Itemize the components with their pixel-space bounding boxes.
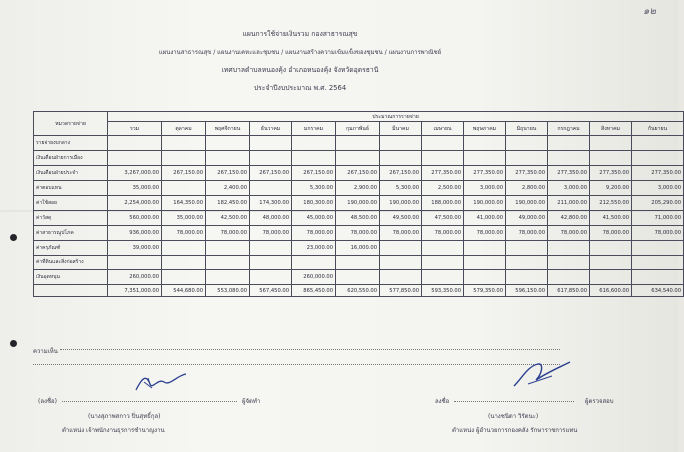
table-cell: 2,500.00 — [422, 180, 464, 195]
table-cell — [590, 270, 632, 285]
table-cell: 9,200.00 — [590, 180, 632, 195]
header-month: กุมภาพันธ์ — [336, 122, 380, 136]
table-cell — [108, 150, 162, 165]
table-cell — [206, 255, 250, 270]
table-cell — [206, 240, 250, 255]
total-cell: 567,450.00 — [250, 285, 292, 297]
table-cell — [162, 180, 206, 195]
right-signature — [508, 360, 578, 392]
header-estimate-group: ประมาณการรายจ่าย — [108, 112, 684, 122]
table-row — [34, 150, 684, 165]
table-cell: 267,150.00 — [162, 165, 206, 180]
header-month: กรกฎาคม — [548, 122, 590, 136]
table-cell: 277,350.00 — [632, 165, 684, 180]
table-cell: 45,000.00 — [292, 210, 336, 225]
header-month: มิถุนายน — [506, 122, 548, 136]
table-cell: 182,450.00 — [206, 195, 250, 210]
row-item-label: เงินเดือนฝ่ายประจำ — [34, 165, 108, 180]
doc-subtitle-programs: แผนงานสาธารณสุข / แผนงานเคหะและชุมชน / แผนงานสร้างความเข้มแข็งของชุมชน / แผนงานการพาณิชย์ — [158, 49, 442, 56]
table-cell: 78,000.00 — [292, 225, 336, 240]
budget-table — [33, 111, 684, 297]
table-row — [34, 255, 684, 270]
table-cell — [250, 150, 292, 165]
table-cell — [464, 240, 506, 255]
table-cell: 267,150.00 — [250, 165, 292, 180]
total-cell: 634,540.00 — [632, 285, 684, 297]
table-row — [34, 136, 684, 151]
table-cell — [292, 255, 336, 270]
table-cell: 3,267,000.00 — [108, 165, 162, 180]
table-cell: 190,000.00 — [380, 195, 422, 210]
table-cell — [590, 240, 632, 255]
table-cell — [590, 150, 632, 165]
table-cell: 2,900.00 — [336, 180, 380, 195]
left-sign-label: (ลงชื่อ) — [38, 398, 57, 405]
table-cell — [336, 150, 380, 165]
table-cell — [380, 240, 422, 255]
table-cell — [506, 240, 548, 255]
table-cell: 42,800.00 — [548, 210, 590, 225]
table-cell: 2,800.00 — [506, 180, 548, 195]
table-cell: 78,000.00 — [548, 225, 590, 240]
table-cell: 3,000.00 — [464, 180, 506, 195]
table-cell: 23,000.00 — [292, 240, 336, 255]
table-cell: 78,000.00 — [250, 225, 292, 240]
table-cell: 164,350.00 — [162, 195, 206, 210]
left-signature — [130, 370, 190, 396]
table-cell — [632, 270, 684, 285]
table-cell — [632, 150, 684, 165]
table-cell — [422, 150, 464, 165]
table-cell: 260,000.00 — [292, 270, 336, 285]
table-cell — [422, 240, 464, 255]
row-item-label: ค่าใช้สอย — [34, 195, 108, 210]
table-cell: 41,000.00 — [464, 210, 506, 225]
right-name: (นางชนิดา วิรัตนะ) — [488, 413, 539, 420]
table-cell: 3,000.00 — [548, 180, 590, 195]
table-cell — [506, 136, 548, 151]
table-cell — [506, 255, 548, 270]
table-cell — [162, 255, 206, 270]
table-cell — [380, 136, 422, 151]
remark-line-1 — [60, 349, 560, 350]
table-cell: 47,500.00 — [422, 210, 464, 225]
table-cell: 205,290.00 — [632, 195, 684, 210]
doc-title: แผนการใช้จ่ายเงินรวม กองสาธารณสุข — [242, 30, 358, 38]
row-item-label: ค่าสาธารณูปโภค — [34, 225, 108, 240]
total-cell: 617,850.00 — [548, 285, 590, 297]
table-cell — [464, 255, 506, 270]
total-row — [34, 285, 684, 297]
header-month: สิงหาคม — [590, 122, 632, 136]
table-cell: 260,000.00 — [108, 270, 162, 285]
table-cell: 35,000.00 — [162, 210, 206, 225]
remark-line-2 — [33, 364, 560, 365]
table-cell — [380, 255, 422, 270]
table-cell: 267,150.00 — [380, 165, 422, 180]
table-cell — [590, 136, 632, 151]
table-row — [34, 165, 684, 180]
table-cell — [336, 270, 380, 285]
remark-label: ความเห็น — [33, 348, 58, 355]
total-cell: 865,450.00 — [292, 285, 336, 297]
table-cell — [250, 180, 292, 195]
table-cell: 180,300.00 — [292, 195, 336, 210]
table-cell: 212,550.00 — [590, 195, 632, 210]
header-month: ธันวาคม — [250, 122, 292, 136]
table-cell: 48,500.00 — [336, 210, 380, 225]
table-cell — [632, 136, 684, 151]
row-item-label: รายจ่ายงบกลาง — [34, 136, 108, 151]
table-cell — [422, 270, 464, 285]
right-sign-line — [454, 401, 574, 402]
punch-hole-bottom — [10, 340, 17, 347]
table-cell: 78,000.00 — [590, 225, 632, 240]
left-name: (นางสุภาพสกาว ปิ่นสุทธิ์กุล) — [88, 413, 161, 420]
table-cell: 78,000.00 — [422, 225, 464, 240]
punch-hole-top — [10, 234, 17, 241]
table-cell: 188,000.00 — [422, 195, 464, 210]
table-cell — [162, 150, 206, 165]
doc-fiscal-year: ประจำปีงบประมาณ พ.ศ. 2564 — [253, 84, 347, 92]
table-cell — [250, 255, 292, 270]
table-cell: 78,000.00 — [336, 225, 380, 240]
total-cell: 553,080.00 — [206, 285, 250, 297]
header-month: ตุลาคม — [162, 122, 206, 136]
table-cell: 42,500.00 — [206, 210, 250, 225]
table-cell — [162, 136, 206, 151]
table-row — [34, 240, 684, 255]
table-cell — [548, 150, 590, 165]
table-row — [34, 225, 684, 240]
left-position: ตำแหน่ง เจ้าพนักงานธุรการชำนาญงาน — [62, 427, 165, 434]
total-cell: 616,600.00 — [590, 285, 632, 297]
table-cell — [206, 270, 250, 285]
table-cell — [250, 136, 292, 151]
table-cell — [548, 270, 590, 285]
table-cell — [632, 255, 684, 270]
total-cell: 579,350.00 — [464, 285, 506, 297]
left-sign-line — [62, 401, 237, 402]
table-cell: 2,254,000.00 — [108, 195, 162, 210]
total-label-cell — [34, 285, 108, 297]
table-cell — [422, 255, 464, 270]
right-role: ผู้ตรวจสอบ — [585, 398, 614, 405]
table-cell: 277,350.00 — [590, 165, 632, 180]
table-cell: 277,350.00 — [422, 165, 464, 180]
table-cell — [548, 255, 590, 270]
table-cell — [506, 270, 548, 285]
table-cell: 5,300.00 — [380, 180, 422, 195]
table-cell: 16,000.00 — [336, 240, 380, 255]
header-month: มีนาคม — [380, 122, 422, 136]
header-item: หมวดรายจ่าย — [34, 112, 108, 136]
table-cell: 267,150.00 — [292, 165, 336, 180]
table-cell: 2,400.00 — [206, 180, 250, 195]
table-cell: 277,350.00 — [464, 165, 506, 180]
table-cell: 277,350.00 — [506, 165, 548, 180]
header-month: มกราคม — [292, 122, 336, 136]
table-cell: 71,000.00 — [632, 210, 684, 225]
total-cell: 577,850.00 — [380, 285, 422, 297]
table-cell: 267,150.00 — [206, 165, 250, 180]
table-cell: 5,300.00 — [292, 180, 336, 195]
table-cell: 277,350.00 — [548, 165, 590, 180]
table-cell — [506, 150, 548, 165]
table-cell: 78,000.00 — [162, 225, 206, 240]
table-cell — [206, 150, 250, 165]
table-cell: 48,000.00 — [250, 210, 292, 225]
page-number-mark: ๑๒ — [643, 6, 656, 17]
table-cell — [380, 270, 422, 285]
table-cell — [292, 150, 336, 165]
table-cell: 267,150.00 — [336, 165, 380, 180]
total-cell: 544,680.00 — [162, 285, 206, 297]
table-cell: 49,500.00 — [380, 210, 422, 225]
table-cell: 174,300.00 — [250, 195, 292, 210]
row-item-label: เงินเดือนฝ่ายการเมือง — [34, 150, 108, 165]
table-cell — [422, 136, 464, 151]
table-row — [34, 270, 684, 285]
table-cell — [250, 270, 292, 285]
total-cell: 620,550.00 — [336, 285, 380, 297]
table-cell — [108, 255, 162, 270]
table-row — [34, 180, 684, 195]
table-cell: 49,000.00 — [506, 210, 548, 225]
table-cell: 78,000.00 — [380, 225, 422, 240]
right-position: ตำแหน่ง ผู้อำนวยการกองคลัง รักษาราชการแทน — [452, 427, 578, 434]
table-cell: 78,000.00 — [506, 225, 548, 240]
total-cell: 596,150.00 — [506, 285, 548, 297]
row-item-label: ค่าตอบแทน — [34, 180, 108, 195]
table-cell: 936,000.00 — [108, 225, 162, 240]
table-cell — [548, 240, 590, 255]
table-cell — [292, 136, 336, 151]
table-cell — [380, 150, 422, 165]
table-cell: 78,000.00 — [206, 225, 250, 240]
row-item-label: เงินอุดหนุน — [34, 270, 108, 285]
total-cell: 7,351,000.00 — [108, 285, 162, 297]
row-item-label: ค่าที่ดินและสิ่งก่อสร้าง — [34, 255, 108, 270]
table-cell — [336, 136, 380, 151]
table-cell: 78,000.00 — [632, 225, 684, 240]
table-cell — [162, 240, 206, 255]
table-cell: 190,000.00 — [336, 195, 380, 210]
table-cell — [206, 136, 250, 151]
table-row — [34, 210, 684, 225]
table-cell: 211,000.00 — [548, 195, 590, 210]
table-cell — [250, 240, 292, 255]
table-cell: 190,000.00 — [464, 195, 506, 210]
table-cell: 3,000.00 — [632, 180, 684, 195]
left-role: ผู้จัดทำ — [242, 398, 261, 405]
right-sign-label: ลงชื่อ — [435, 398, 450, 405]
table-cell: 78,000.00 — [464, 225, 506, 240]
table-cell: 560,000.00 — [108, 210, 162, 225]
table-row — [34, 195, 684, 210]
header-month: รวม — [108, 122, 162, 136]
table-cell — [336, 255, 380, 270]
table-cell: 35,000.00 — [108, 180, 162, 195]
table-cell — [464, 270, 506, 285]
header-month: กันยายน — [632, 122, 684, 136]
row-item-label: ค่าครุภัณฑ์ — [34, 240, 108, 255]
table-cell: 41,500.00 — [590, 210, 632, 225]
table-cell — [548, 136, 590, 151]
row-item-label: ค่าวัสดุ — [34, 210, 108, 225]
table-cell — [162, 270, 206, 285]
header-month: พฤศจิกายน — [206, 122, 250, 136]
table-cell — [464, 150, 506, 165]
table-cell: 190,000.00 — [506, 195, 548, 210]
header-month: เมษายน — [422, 122, 464, 136]
doc-subtitle-org: เทศบาลตำบลหนองคุ้ง อำเภอหนองคุ้ง จังหวัดอุดรธานี — [221, 66, 379, 74]
header-month: พฤษภาคม — [464, 122, 506, 136]
table-cell — [590, 255, 632, 270]
table-cell — [464, 136, 506, 151]
total-cell: 593,350.00 — [422, 285, 464, 297]
table-cell — [108, 136, 162, 151]
table-cell — [632, 240, 684, 255]
table-cell: 39,000.00 — [108, 240, 162, 255]
